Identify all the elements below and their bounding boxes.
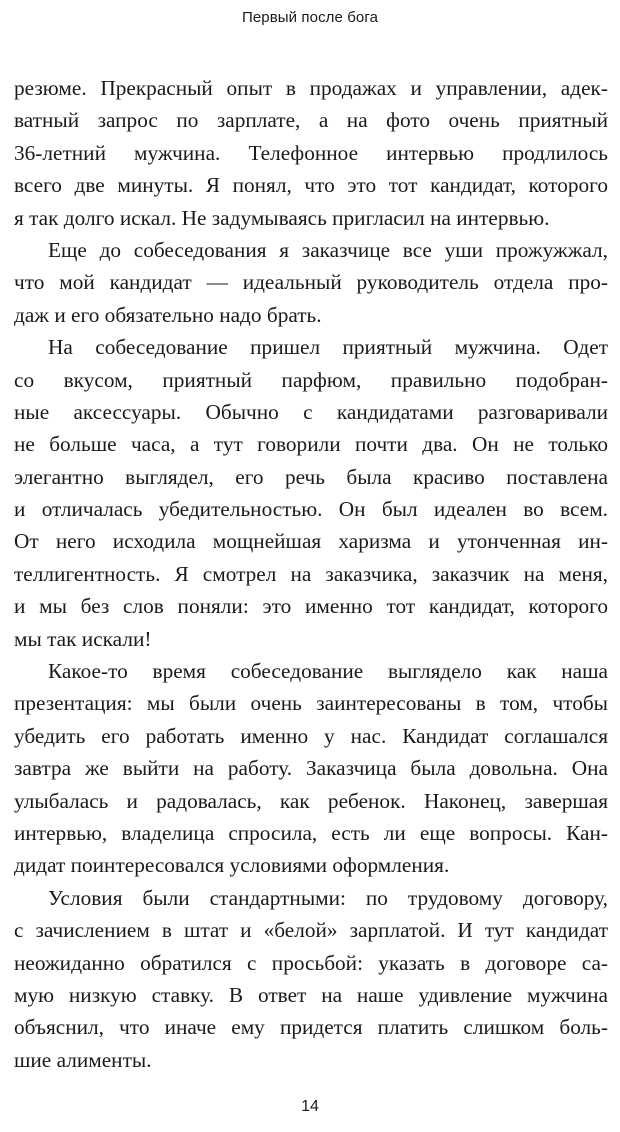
text-line: и мы без слов поняли: это именно тот кандидат, которого — [14, 594, 608, 619]
text-line: объяснил, что иначе ему придется платить слишком боль- — [14, 1015, 608, 1040]
text-line: резюме. Прекрасный опыт в продажах и управлении, адек- — [14, 76, 608, 100]
text-line: На собеседование пришел приятный мужчина. Одет — [48, 335, 608, 360]
text-line: всего две минуты. Я понял, что это тот кандидат, которого — [14, 173, 608, 198]
text-line: и отличалась убедительностью. Он был идеален во всем. — [14, 497, 608, 522]
text-line: ные аксессуары. Обычно с кандидатами разговаривали — [14, 399, 608, 424]
text-line: дидат поинтересовался условиями оформления. — [14, 853, 450, 878]
text-line: завтра же выйти на работу. Заказчица была довольна. Она — [14, 756, 608, 781]
text-line: теллигентность. Я смотрел на заказчика, заказчик на меня, — [14, 561, 608, 586]
text-line: элегантно выглядел, его речь была красиво поставлена — [14, 464, 608, 489]
text-line: ватный запрос по зарплате, а на фото очень приятный — [14, 108, 608, 133]
text-line: мы так искали! — [14, 626, 152, 651]
text-line: мую низкую ставку. В ответ на наше удивление мужчина — [14, 982, 608, 1007]
text-line: 36-летний мужчина. Телефонное интервью продлилось — [14, 140, 608, 165]
text-line: не больше часа, а тут говорили почти два. Он не только — [14, 432, 608, 457]
text-line: презентация: мы были очень заинтересованы в том, чтобы — [14, 691, 608, 716]
text-line: неожиданно обратился с просьбой: указать в договоре са- — [14, 950, 608, 975]
page-number: 14 — [301, 1098, 319, 1115]
text-line: улыбалась и радовалась, как ребенок. Наконец, завершая — [14, 788, 608, 813]
text-line: я так долго искал. Не задумываясь пригласил на интервью. — [14, 205, 550, 230]
page-body-text — [14, 72, 608, 1076]
text-line: со вкусом, приятный парфюм, правильно подобран- — [14, 367, 608, 392]
text-line: Условия были стандартными: по трудовому договору, — [48, 885, 608, 910]
running-header-title: Первый после бога — [241, 9, 379, 26]
text-line: что мой кандидат — идеальный руководитель отдела про- — [14, 270, 608, 295]
text-line: От него исходила мощнейшая харизма и утонченная ин- — [14, 529, 608, 554]
text-line: интервью, владелица спросила, есть ли еще вопросы. Кан- — [14, 820, 608, 845]
text-line: убедить его работать именно у нас. Кандидат соглашался — [14, 723, 608, 748]
text-line: с зачислением в штат и «белой» зарплатой. И тут кандидат — [14, 918, 608, 943]
text-line: даж и его обязательно надо брать. — [14, 302, 322, 327]
text-line: Еще до собеседования я заказчице все уши прожужжал, — [48, 237, 608, 262]
text-line: Какое-то время собеседование выглядело как наша — [48, 659, 608, 684]
text-line: шие алименты. — [14, 1047, 152, 1072]
